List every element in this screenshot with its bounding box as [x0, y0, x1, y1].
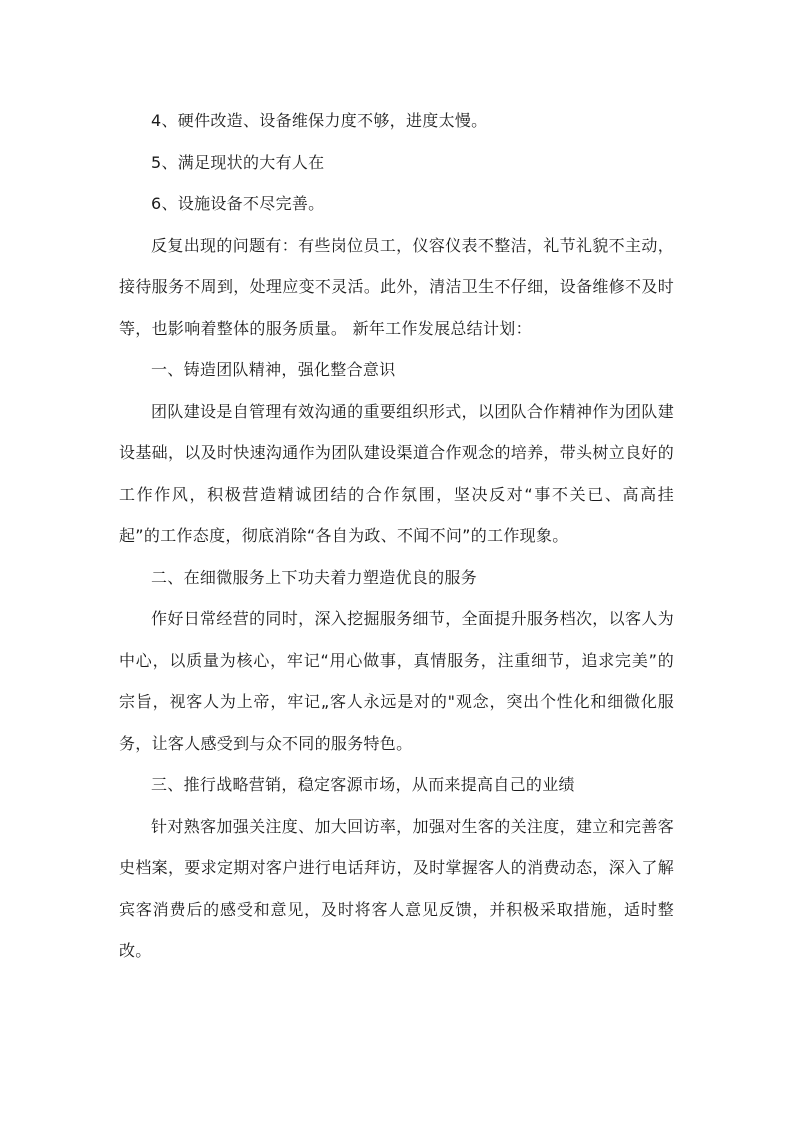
paragraph-customer-followup: 针对熟客加强关注度、加大回访率，加强对生客的关注度，建立和完善客史档案，要求定期对客户进行电话拜访，及时掌握客人的消费动态，深入了解宾客消费后的感受和意见，及时将客人意见反馈，并积极采取措施，适时整改。	[119, 816, 674, 960]
list-item-complacency: 5、满足现状的大有人在	[151, 152, 325, 172]
document-body	[119, 100, 674, 972]
paragraph-team-building: 团队建设是自管理有效沟通的重要组织形式，以团队合作精神作为团队建设基础，以及时快速沟通作为团队建设渠道合作观念的培养，带头树立良好的工作作风，积极营造精诚团结的合作氛围，坚决反对“事不关已、高高挂起”的工作态度，彻底消除“各自为政、不闻不问”的工作现象。	[119, 401, 674, 545]
list-item-facilities: 6、设施设备不尽完善。	[151, 194, 325, 213]
paragraph-recurring-problems: 反复出现的问题有：有些岗位员工，仪容仪表不整洁，礼节礼貌不主动，接待服务不周到，处理应变不灵活。此外，清洁卫生不仔细，设备维修不及时等，也影响着整体的服务质量。 新年工作发展总结计划：	[119, 235, 674, 338]
section-heading-detail-service: 二、在细微服务上下功夫着力塑造优良的服务	[151, 567, 478, 587]
section-heading-team-spirit: 一、铸造团队精神，强化整合意识	[151, 360, 396, 379]
section-heading-strategic-marketing: 三、推行战略营销，稳定客源市场，从而来提高自己的业绩	[151, 775, 575, 794]
list-item-hardware: 4、硬件改造、设备维保力度不够，进度太慢。	[151, 111, 488, 130]
paragraph-daily-operations: 作好日常经营的同时，深入挖掘服务细节，全面提升服务档次，以客人为中心，以质量为核心，牢记“用心做事，真情服务，注重细节，追求完美”的宗旨，视客人为上帝，牢记„客人永远是对的"观念，突出个性化和细微化服务，让客人感受到与众不同的服务特色。	[119, 609, 674, 753]
